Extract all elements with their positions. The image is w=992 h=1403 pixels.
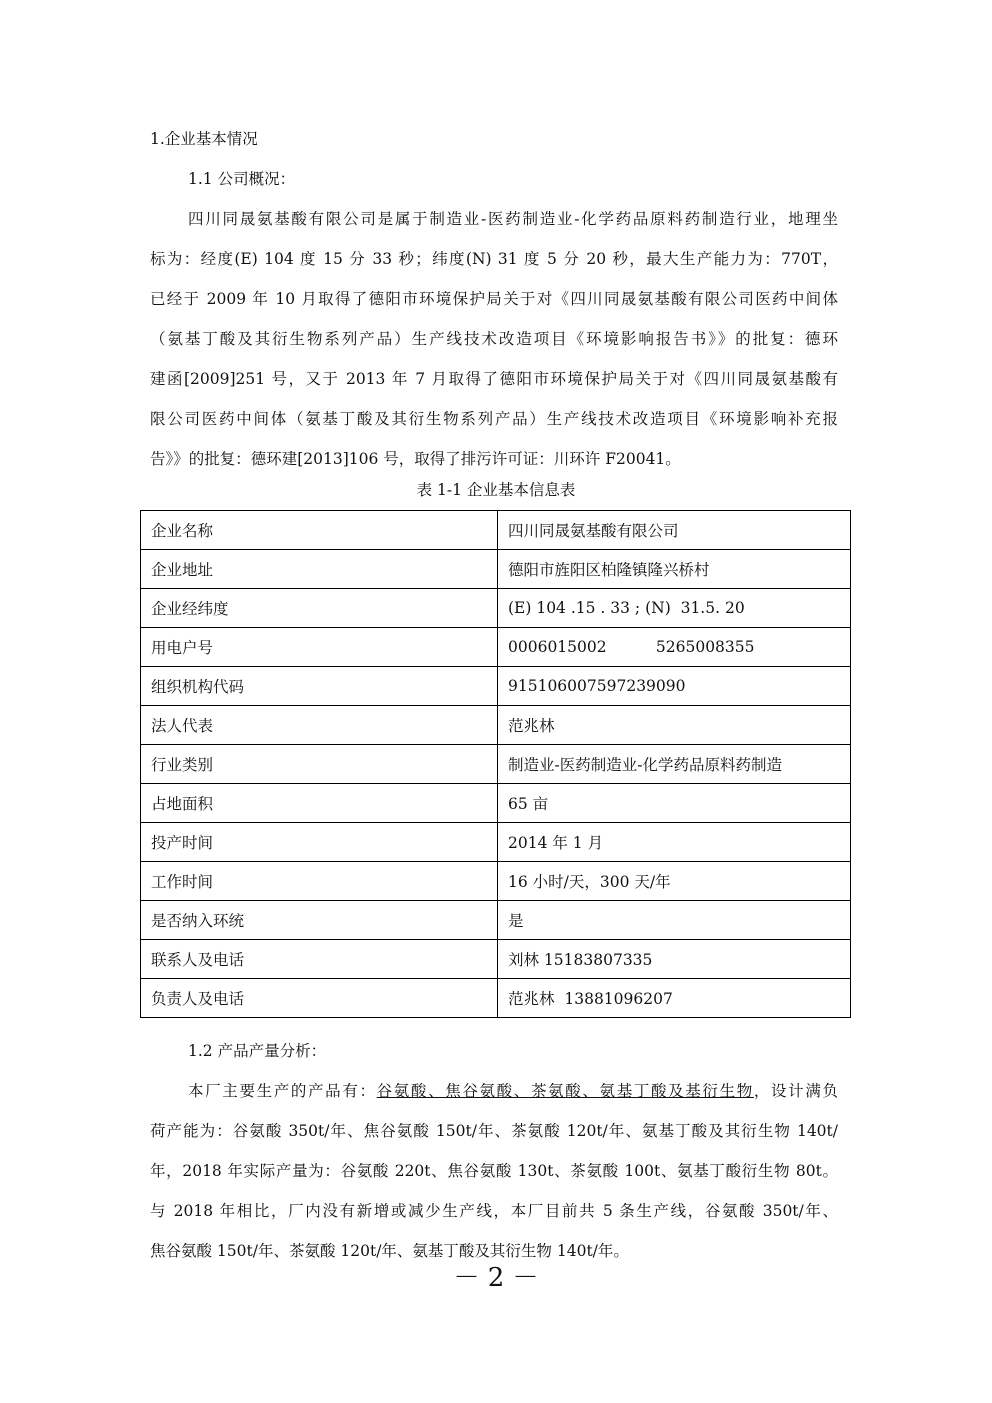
table-key-cell: 行业类别 — [141, 745, 498, 784]
section-title: 1.企业基本情况 — [150, 130, 258, 148]
table-key-cell: 企业地址 — [141, 550, 498, 589]
table-key-cell: 企业经纬度 — [141, 589, 498, 628]
table-key-cell: 是否纳入环统 — [141, 901, 498, 940]
table-key-cell: 工作时间 — [141, 862, 498, 901]
table-value-cell: (E) 104 .15 . 33 ; (N) 31.5. 20 — [498, 589, 851, 628]
text-span: ，设计满负 — [753, 1082, 838, 1100]
table-value-cell: 是 — [498, 901, 851, 940]
table-key-cell: 法人代表 — [141, 706, 498, 745]
paragraph-line: 告》》的批复：德环建[2013]106 号，取得了排污许可证：川环许 F20041。 — [150, 450, 681, 468]
table-value-cell: 65 亩 — [498, 784, 851, 823]
paragraph-line: 四川同晟氨基酸有限公司是属于制造业-医药制造业-化学药品原料药制造行业，地理坐 — [188, 210, 838, 228]
table-value-cell: 刘林 15183807335 — [498, 940, 851, 979]
table-value-cell: 范兆林 13881096207 — [498, 979, 851, 1018]
table-key-cell: 投产时间 — [141, 823, 498, 862]
table-row — [141, 862, 851, 901]
paragraph-line: （氨基丁酸及其衍生物系列产品）生产线技术改造项目《环境影响报告书》》的批复：德环 — [150, 330, 838, 348]
page-number: － 2 － — [453, 1263, 539, 1293]
table-row — [141, 784, 851, 823]
table-row — [141, 823, 851, 862]
paragraph-line: 年，2018 年实际产量为：谷氨酸 220t、焦谷氨酸 130t、茶氨酸 100t、氨基丁酸衍生物 80t。 — [150, 1162, 838, 1180]
table-value-cell: 0006015002 5265008355 — [498, 628, 851, 667]
paragraph-line: 限公司医药中间体（氨基丁酸及其衍生物系列产品）生产线技术改造项目《环境影响补充报 — [150, 410, 838, 428]
paragraph-line: 荷产能为：谷氨酸 350t/年、焦谷氨酸 150t/年、茶氨酸 120t/年、氨基丁酸及其衍生物 140t/ — [150, 1122, 838, 1140]
table-row — [141, 901, 851, 940]
product-list-underlined: 谷氨酸、焦谷氨酸、茶氨酸、氨基丁酸及基衍生物 — [376, 1082, 754, 1100]
table-row — [141, 628, 851, 667]
table-row — [141, 706, 851, 745]
table-row — [141, 745, 851, 784]
paragraph-line: 与 2018 年相比，厂内没有新增或减少生产线，本厂目前共 5 条生产线，谷氨酸 350t/年、 — [150, 1202, 838, 1220]
table-row — [141, 940, 851, 979]
table-key-cell: 负责人及电话 — [141, 979, 498, 1018]
table-key-cell: 联系人及电话 — [141, 940, 498, 979]
table-row — [141, 979, 851, 1018]
paragraph-line — [188, 1081, 838, 1101]
subsection-title-company-overview: 1.1 公司概况： — [188, 170, 296, 188]
paragraph-line: 焦谷氨酸 150t/年、茶氨酸 120t/年、氨基丁酸及其衍生物 140t/年。 — [150, 1242, 629, 1260]
table-value-cell: 16 小时/天，300 天/年 — [498, 862, 851, 901]
table-value-cell: 德阳市旌阳区柏隆镇隆兴桥村 — [498, 550, 851, 589]
table-value-cell: 范兆林 — [498, 706, 851, 745]
paragraph-line: 建函[2009]251 号，又于 2013 年 7 月取得了德阳市环境保护局关于对《四川同晟氨基酸有 — [150, 370, 838, 388]
text-span: 本厂主要生产的产品有： — [188, 1082, 377, 1100]
table-key-cell: 组织机构代码 — [141, 667, 498, 706]
enterprise-info-table — [140, 510, 851, 1018]
subsection-title-production: 1.2 产品产量分析： — [188, 1042, 327, 1060]
table-row — [141, 550, 851, 589]
table-value-cell: 四川同晟氨基酸有限公司 — [498, 511, 851, 550]
table-caption: 表 1-1 企业基本信息表 — [416, 481, 576, 499]
table-key-cell: 企业名称 — [141, 511, 498, 550]
paragraph-line: 已经于 2009 年 10 月取得了德阳市环境保护局关于对《四川同晟氨基酸有限公司医药中间体 — [150, 290, 838, 308]
paragraph-line: 标为：经度(E) 104 度 15 分 33 秒；纬度(N) 31 度 5 分 20 秒，最大生产能力为：770T， — [150, 250, 838, 268]
table-value-cell: 2014 年 1 月 — [498, 823, 851, 862]
table-row — [141, 511, 851, 550]
table-key-cell: 用电户号 — [141, 628, 498, 667]
table-row — [141, 589, 851, 628]
table-value-cell: 915106007597239090 — [498, 667, 851, 706]
table-row — [141, 667, 851, 706]
table-value-cell: 制造业-医药制造业-化学药品原料药制造 — [498, 745, 851, 784]
table-key-cell: 占地面积 — [141, 784, 498, 823]
